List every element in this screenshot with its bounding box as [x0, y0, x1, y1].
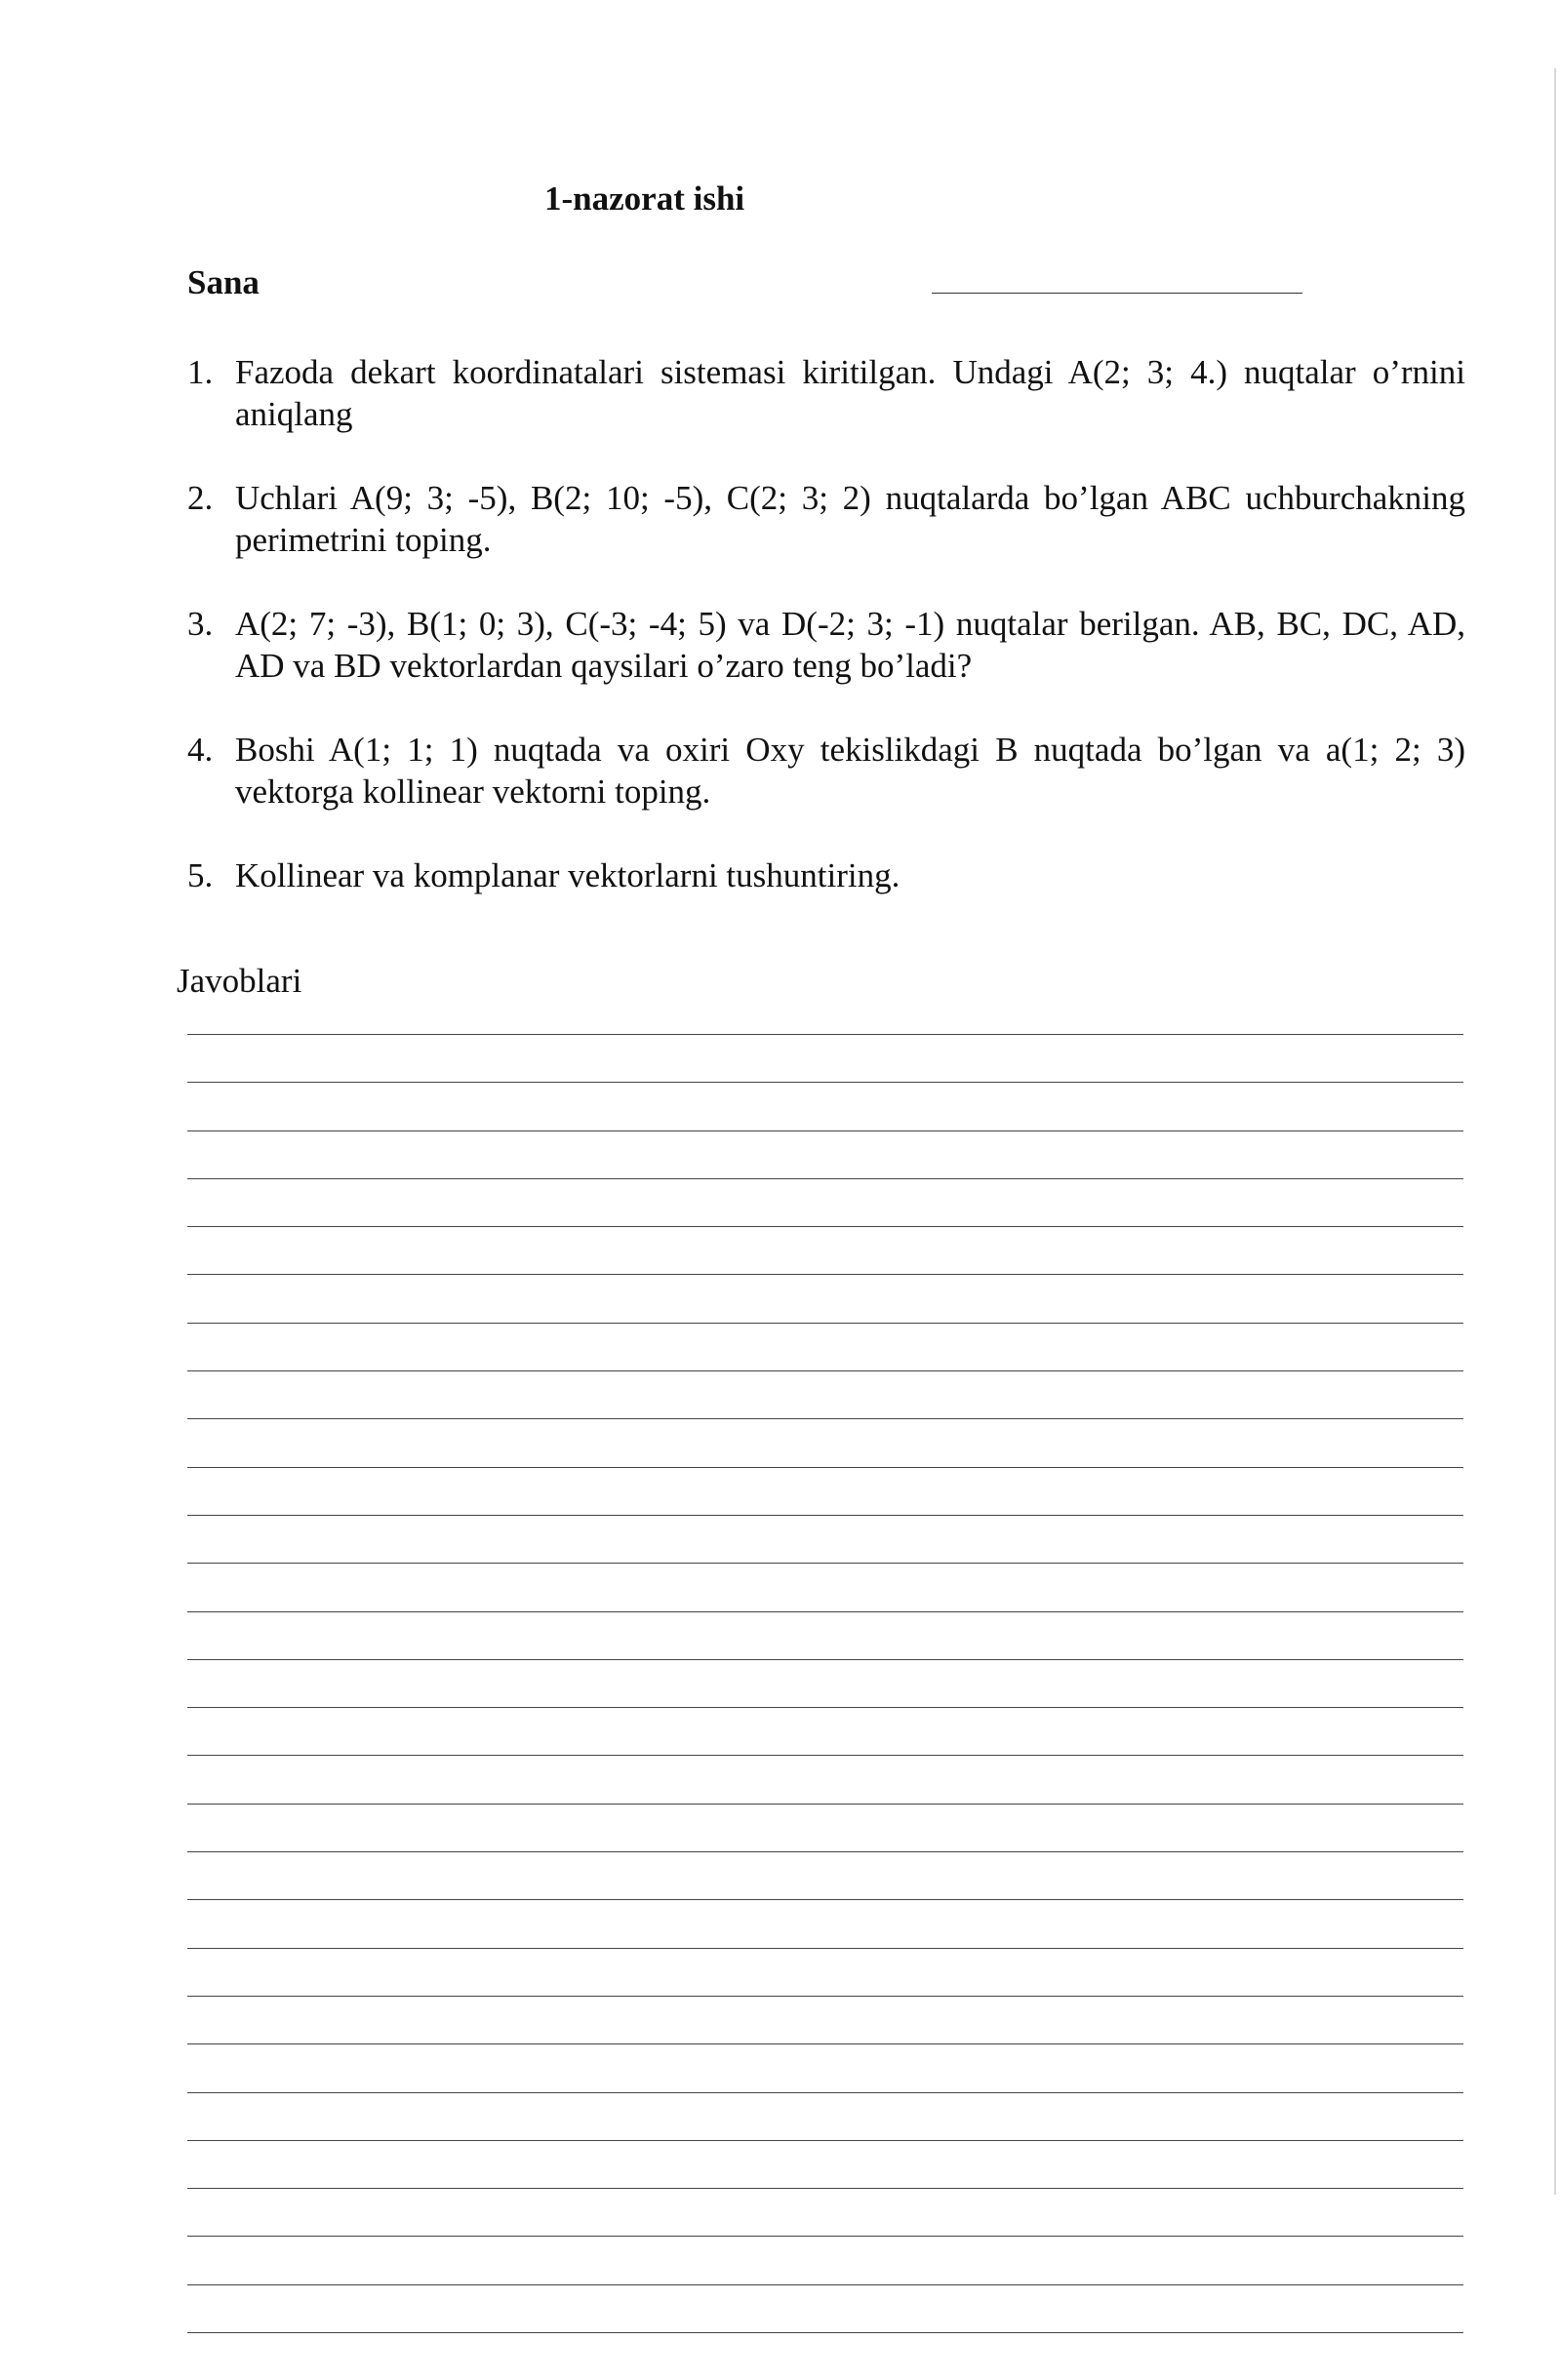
question-item [187, 477, 1465, 561]
question-text: A(2; 7; -3), B(1; 0; 3), C(-3; -4; 5) va D(-2; 3; -1) nuqtalar berilgan. AB, BC, DC, AD, AD va BD vektorlardan qaysilari o’zaro teng bo’ladi? [235, 605, 1465, 685]
answers-label: Javoblari [177, 962, 302, 1000]
question-number: 1. [187, 353, 214, 391]
answer-line [187, 1899, 1463, 1900]
question-list [187, 351, 1465, 938]
answer-line [187, 1563, 1463, 1564]
answer-line [187, 1178, 1463, 1179]
answer-line [187, 1659, 1463, 1660]
answer-line [187, 1274, 1463, 1275]
answer-line [187, 2236, 1463, 2237]
question-number: 3. [187, 605, 214, 643]
answer-line [187, 1034, 1463, 1035]
question-text: Kollinear va komplanar vektorlarni tushuntiring. [235, 856, 901, 894]
answer-line [187, 1082, 1463, 1083]
answer-line [187, 2284, 1463, 2285]
answer-line [187, 1707, 1463, 1708]
answer-line [187, 2332, 1463, 2333]
question-number: 4. [187, 731, 214, 769]
question-item [187, 854, 1465, 896]
answer-line [187, 1226, 1463, 1227]
answer-line [187, 1130, 1463, 1131]
answer-line [187, 1515, 1463, 1516]
answer-line [187, 1851, 1463, 1852]
answer-line [187, 1996, 1463, 1997]
question-text: Boshi A(1; 1; 1) nuqtada va oxiri Oxy tekislikdagi B nuqtada bo’lgan va a(1; 2; 3) vektorga kollinear vektorni toping. [235, 731, 1465, 811]
answer-line [187, 1948, 1463, 1949]
date-blank-line [932, 293, 1302, 294]
question-number: 2. [187, 479, 214, 517]
answer-line [187, 1804, 1463, 1805]
page-title: 1-nazorat ishi [544, 179, 745, 218]
answer-line [187, 2043, 1463, 2044]
answer-line [187, 2140, 1463, 2141]
question-item [187, 351, 1465, 435]
answer-line [187, 1418, 1463, 1419]
page-edge-divider [1554, 68, 1556, 2195]
answer-line [187, 1467, 1463, 1468]
answer-line [187, 1323, 1463, 1324]
answer-lines [187, 1034, 1463, 2380]
date-label: Sana [187, 263, 260, 301]
question-number: 5. [187, 856, 214, 894]
answer-line [187, 1755, 1463, 1756]
answer-line [187, 1611, 1463, 1612]
question-item [187, 729, 1465, 813]
answer-line [187, 1370, 1463, 1371]
question-item [187, 603, 1465, 687]
answer-line [187, 2188, 1463, 2189]
question-text: Uchlari A(9; 3; -5), B(2; 10; -5), C(2; 3; 2) nuqtalarda bo’lgan ABC uchburchakning perimetrini toping. [235, 479, 1465, 559]
question-text: Fazoda dekart koordinatalari sistemasi kiritilgan. Undagi A(2; 3; 4.) nuqtalar o’rnini aniqlang [235, 353, 1465, 433]
answer-line [187, 2092, 1463, 2093]
